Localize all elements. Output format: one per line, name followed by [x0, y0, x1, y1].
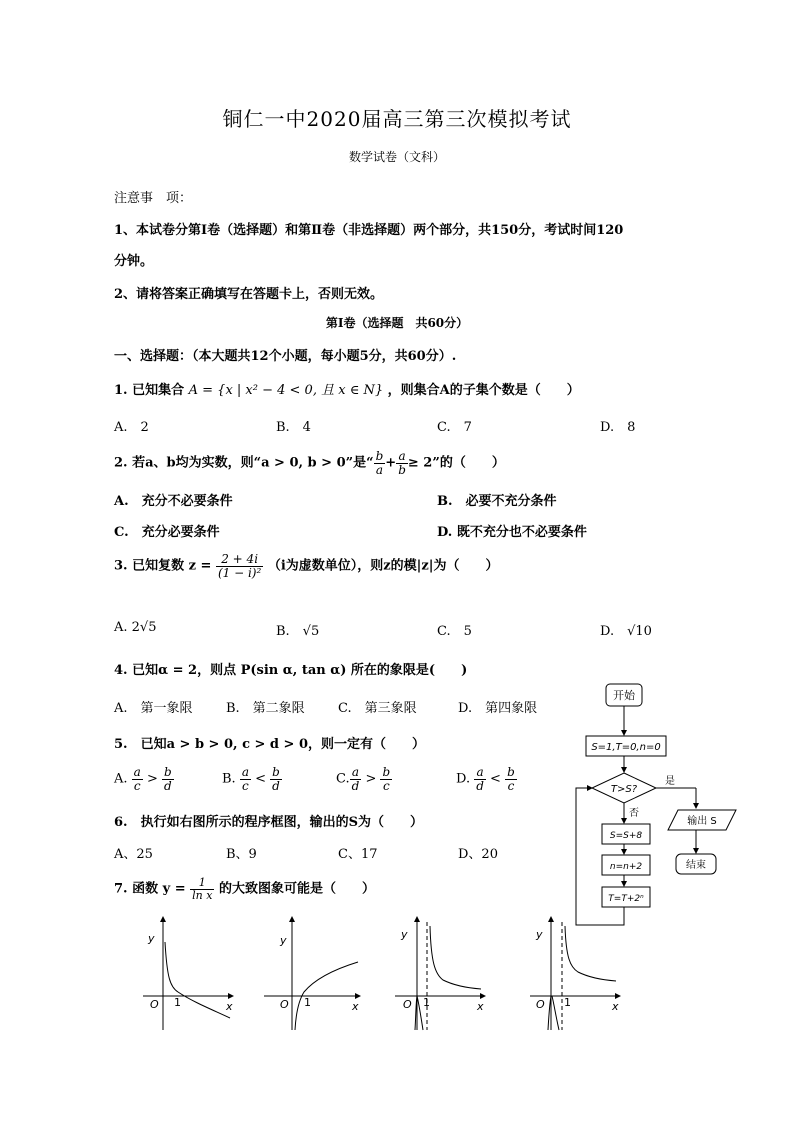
q6-option-d[interactable]: D、20 [458, 847, 498, 862]
section-title: 第Ⅰ卷（选择题 共60分） [325, 316, 469, 330]
q4-option-b[interactable]: B. 第二象限 [226, 701, 305, 716]
q2-option-b[interactable]: B. 必要不充分条件 [437, 494, 557, 509]
q5-option-c[interactable]: C. $\frac{a}{d}$ > $\frac{b}{c}$ [336, 765, 391, 793]
q2-option-c[interactable]: C. 充分必要条件 [114, 525, 220, 540]
question-7: 7. 函数 y = $\frac{1}{\text{ln x}}$ 的大致图象可能是（ ） [114, 876, 375, 902]
page-title: 铜仁一中2020届高三第三次模拟考试 [222, 107, 572, 131]
q1-option-c[interactable]: C. 7 [437, 420, 472, 435]
q7-graph-b[interactable] [262, 912, 367, 1032]
question-3 [114, 553, 499, 579]
q7-graph-d[interactable] [528, 912, 628, 1032]
notice-item-2: 2、请将答案正确填写在答题卡上，否则无效。 [114, 287, 384, 302]
notice-heading: 注意事 项： [114, 191, 193, 206]
svg-text:y: y [148, 932, 155, 945]
q3-suffix: （i为虚数单位），则z的模|z|为（ ） [267, 558, 499, 574]
flow-step3: T=T+2ⁿ [608, 894, 644, 904]
q5-option-a[interactable]: A. $\frac{a}{c}$ > $\frac{b}{d}$ [114, 765, 172, 793]
q7-graph-c[interactable] [393, 912, 493, 1032]
svg-text:1: 1 [423, 996, 430, 1009]
flow-init: S=1,T=0,n=0 [591, 742, 661, 753]
svg-text:O: O [536, 998, 545, 1011]
q1-prefix: 1. 已知集合 [114, 383, 185, 398]
svg-text:O: O [280, 998, 289, 1011]
q4-option-d[interactable]: D. 第四象限 [458, 701, 538, 716]
q6-option-c[interactable]: C、17 [338, 847, 378, 862]
q6-option-a[interactable]: A、25 [114, 847, 153, 862]
q5-option-b[interactable]: B. $\frac{a}{c}$ < $\frac{b}{d}$ [222, 765, 280, 793]
q3-option-b[interactable]: B. √5 [276, 624, 320, 639]
q1-option-b[interactable]: B. 4 [276, 420, 311, 435]
q2-option-d[interactable]: D. 既不充分也不必要条件 [437, 525, 587, 540]
svg-text:1: 1 [564, 996, 571, 1009]
flow-start: 开始 [613, 689, 635, 702]
notice-item-1: 1、本试卷分第Ⅰ卷（选择题）和第Ⅱ卷（非选择题）两个部分，共150分，考试时间120 [114, 223, 624, 238]
q7-graph-a[interactable] [138, 912, 238, 1032]
section-instructions: 一、选择题：（本大题共12个小题，每小题5分，共60分）. [114, 349, 457, 364]
page-subtitle: 数学试卷（文科） [348, 150, 445, 164]
svg-text:x: x [352, 1000, 359, 1013]
program-flowchart [570, 680, 750, 930]
svg-text:x: x [477, 1000, 484, 1013]
svg-text:y: y [536, 928, 543, 941]
q4-option-c[interactable]: C. 第三象限 [338, 701, 417, 716]
svg-text:y: y [280, 934, 287, 947]
flow-cond: T>S? [610, 784, 638, 795]
flow-no: 否 [629, 808, 639, 819]
flow-yes: 是 [665, 776, 675, 787]
q2-option-a[interactable]: A. 充分不必要条件 [114, 494, 233, 509]
svg-text:1: 1 [174, 996, 181, 1009]
svg-text:x: x [612, 1000, 619, 1013]
flow-end: 结束 [686, 860, 706, 871]
question-1 [114, 379, 580, 398]
q1-set: A = {x | x² − 4 < 0, 且 x ∈ N} [188, 383, 384, 398]
q6-option-b[interactable]: B、9 [226, 847, 257, 862]
q1-suffix: ，则集合A的子集个数是（ ） [387, 383, 580, 398]
notice-item-1-cont: 分钟。 [114, 254, 154, 269]
flow-step1: S=S+8 [609, 831, 643, 841]
svg-text:O: O [150, 998, 159, 1011]
q3-option-a[interactable]: A. 2√5 [114, 620, 157, 635]
q2-prefix: 2. 若a、b均为实数，则“a > 0, b > 0”是“ [114, 455, 374, 471]
question-2: 2. 若a、b均为实数，则“a > 0, b > 0”是“ $\frac{b}{a}$ + $\frac{a}{b}$ ≥ 2”的（ ） [114, 449, 505, 477]
q4-option-a[interactable]: A. 第一象限 [114, 701, 193, 716]
q3-option-c[interactable]: C. 5 [437, 624, 472, 639]
q5-option-d[interactable]: D. $\frac{a}{d}$ < $\frac{b}{c}$ [456, 765, 515, 793]
flow-step2: n=n+2 [609, 862, 643, 872]
svg-text:O: O [403, 998, 412, 1011]
q1-option-a[interactable]: A. 2 [114, 420, 149, 435]
svg-text:1: 1 [304, 996, 311, 1009]
q2-suffix: ≥ 2”的（ ） [407, 455, 505, 471]
svg-text:y: y [401, 928, 408, 941]
question-4: 4. 已知α = 2，则点 P(sin α, tan α) 所在的象限是( ) [114, 663, 468, 678]
q3-option-d[interactable]: D. √10 [600, 624, 652, 639]
svg-text:x: x [226, 1000, 233, 1013]
q3-numerator: 2 + 4i [216, 553, 263, 567]
q3-denominator: (1 − i)² [217, 565, 262, 580]
q3-prefix: 3. 已知复数 z = [114, 558, 212, 574]
question-6: 6. 执行如右图所示的程序框图，输出的S为（ ） [114, 815, 423, 830]
flow-out: 输出 S [687, 816, 717, 827]
q1-option-d[interactable]: D. 8 [600, 420, 636, 435]
question-5: 5. 已知a > b > 0, c > d > 0，则一定有（ ） [114, 737, 426, 752]
